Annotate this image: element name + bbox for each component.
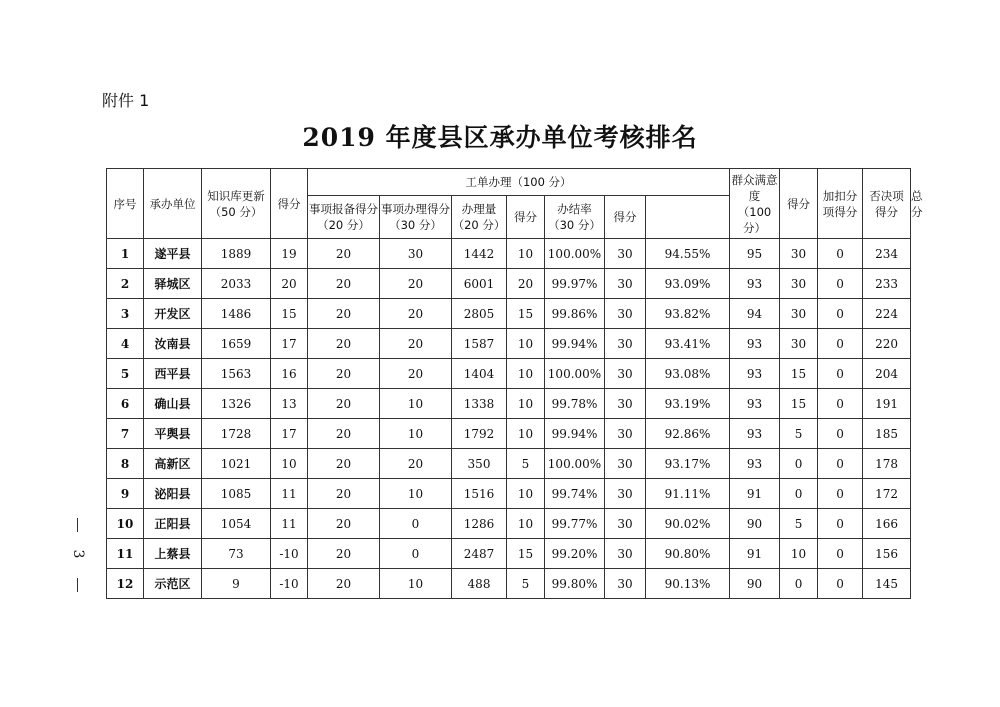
cell-completion-rate: 99.86% xyxy=(545,299,605,329)
cell-bonus: 30 xyxy=(780,239,818,269)
cell-kb-score: 20 xyxy=(271,269,308,299)
header-veto-line2: 得分 xyxy=(875,204,899,219)
cell-volume-score: 10 xyxy=(507,479,545,509)
cell-handle-score: 10 xyxy=(380,569,452,599)
header-kb-update xyxy=(202,169,271,239)
cell-sat-score: 94 xyxy=(730,299,780,329)
cell-satisfaction: 93.09% xyxy=(646,269,730,299)
header-satisfaction-label: 群众满意度 xyxy=(731,172,778,203)
cell-total: 156 xyxy=(863,539,911,569)
cell-bonus: 5 xyxy=(780,509,818,539)
cell-bonus: 15 xyxy=(780,359,818,389)
cell-sat-score: 93 xyxy=(730,329,780,359)
cell-rate-score: 30 xyxy=(605,479,646,509)
cell-completion-rate: 99.97% xyxy=(545,269,605,299)
cell-completion-rate: 99.78% xyxy=(545,389,605,419)
cell-satisfaction: 93.19% xyxy=(646,389,730,419)
cell-bonus: 0 xyxy=(780,479,818,509)
cell-report-score: 20 xyxy=(308,389,380,419)
header-sat-score: 得分 xyxy=(780,169,818,239)
header-seq: 序号 xyxy=(107,169,144,239)
cell-volume: 1286 xyxy=(452,509,507,539)
cell-sat-score: 90 xyxy=(730,569,780,599)
cell-handle-score: 20 xyxy=(380,269,452,299)
table-row xyxy=(107,359,911,389)
cell-volume: 6001 xyxy=(452,269,507,299)
cell-kb-score: 17 xyxy=(271,329,308,359)
cell-unit: 高新区 xyxy=(144,449,202,479)
cell-kb-update: 1889 xyxy=(202,239,271,269)
header-volume-score: 得分 xyxy=(507,196,545,239)
cell-total: 233 xyxy=(863,269,911,299)
cell-report-score: 20 xyxy=(308,359,380,389)
page-title: 2019 年度县区承办单位考核排名 xyxy=(302,123,698,152)
cell-volume: 1442 xyxy=(452,239,507,269)
cell-bonus: 30 xyxy=(780,269,818,299)
cell-rate-score: 30 xyxy=(605,329,646,359)
cell-veto: 0 xyxy=(818,269,863,299)
cell-kb-score: 11 xyxy=(271,509,308,539)
page-number-dash-bottom xyxy=(77,578,78,592)
header-report-score-sub: （20 分） xyxy=(317,218,370,232)
cell-veto: 0 xyxy=(818,329,863,359)
cell-bonus: 5 xyxy=(780,419,818,449)
cell-rate-score: 30 xyxy=(605,389,646,419)
cell-unit: 泌阳县 xyxy=(144,479,202,509)
header-volume xyxy=(452,196,507,239)
cell-kb-score: 17 xyxy=(271,419,308,449)
header-kb-score: 得分 xyxy=(271,169,308,239)
cell-rate-score: 30 xyxy=(605,449,646,479)
cell-total: 185 xyxy=(863,419,911,449)
cell-report-score: 20 xyxy=(308,419,380,449)
cell-seq: 3 xyxy=(107,299,144,329)
cell-total: 145 xyxy=(863,569,911,599)
cell-handle-score: 20 xyxy=(380,359,452,389)
table-row xyxy=(107,569,911,599)
cell-handle-score: 0 xyxy=(380,509,452,539)
cell-bonus: 10 xyxy=(780,539,818,569)
header-report-score-label: 事项报备得分 xyxy=(309,202,378,216)
cell-report-score: 20 xyxy=(308,509,380,539)
cell-seq: 8 xyxy=(107,449,144,479)
header-veto xyxy=(863,169,911,239)
cell-kb-update: 1085 xyxy=(202,479,271,509)
cell-satisfaction: 90.13% xyxy=(646,569,730,599)
header-completion-rate-label: 办结率 xyxy=(557,202,592,216)
cell-unit: 确山县 xyxy=(144,389,202,419)
cell-handle-score: 10 xyxy=(380,419,452,449)
cell-report-score: 20 xyxy=(308,569,380,599)
cell-total: 204 xyxy=(863,359,911,389)
header-satisfaction xyxy=(730,169,780,239)
cell-total: 172 xyxy=(863,479,911,509)
header-report-score xyxy=(308,196,380,239)
cell-unit: 汝南县 xyxy=(144,329,202,359)
cell-volume: 488 xyxy=(452,569,507,599)
cell-sat-score: 93 xyxy=(730,389,780,419)
cell-total: 178 xyxy=(863,449,911,479)
cell-kb-update: 1486 xyxy=(202,299,271,329)
cell-report-score: 20 xyxy=(308,449,380,479)
cell-volume-score: 10 xyxy=(507,239,545,269)
cell-satisfaction: 92.86% xyxy=(646,419,730,449)
cell-veto: 0 xyxy=(818,389,863,419)
cell-unit: 上蔡县 xyxy=(144,539,202,569)
cell-veto: 0 xyxy=(818,539,863,569)
cell-bonus: 0 xyxy=(780,449,818,479)
cell-volume-score: 10 xyxy=(507,359,545,389)
cell-volume-score: 5 xyxy=(507,449,545,479)
cell-unit: 西平县 xyxy=(144,359,202,389)
cell-kb-update: 1659 xyxy=(202,329,271,359)
cell-kb-update: 1728 xyxy=(202,419,271,449)
cell-kb-update: 1563 xyxy=(202,359,271,389)
cell-satisfaction: 94.55% xyxy=(646,239,730,269)
table-row xyxy=(107,539,911,569)
header-bonus-line1: 加扣分 xyxy=(822,188,858,203)
cell-kb-update: 1021 xyxy=(202,449,271,479)
cell-veto: 0 xyxy=(818,569,863,599)
cell-sat-score: 93 xyxy=(730,449,780,479)
cell-handle-score: 0 xyxy=(380,539,452,569)
cell-handle-score: 20 xyxy=(380,329,452,359)
cell-seq: 2 xyxy=(107,269,144,299)
cell-rate-score: 30 xyxy=(605,299,646,329)
table-row xyxy=(107,299,911,329)
cell-handle-score: 30 xyxy=(380,239,452,269)
cell-veto: 0 xyxy=(818,479,863,509)
cell-completion-rate: 99.94% xyxy=(545,329,605,359)
header-kb-update-label: 知识库更新 xyxy=(207,188,265,203)
header-rate-score: 得分 xyxy=(605,196,646,239)
cell-kb-update: 1054 xyxy=(202,509,271,539)
cell-completion-rate: 99.20% xyxy=(545,539,605,569)
cell-seq: 5 xyxy=(107,359,144,389)
cell-volume-score: 15 xyxy=(507,539,545,569)
cell-kb-update: 1326 xyxy=(202,389,271,419)
cell-bonus: 30 xyxy=(780,299,818,329)
cell-bonus: 0 xyxy=(780,569,818,599)
cell-bonus: 15 xyxy=(780,389,818,419)
cell-rate-score: 30 xyxy=(605,269,646,299)
cell-unit: 开发区 xyxy=(144,299,202,329)
cell-volume: 1338 xyxy=(452,389,507,419)
cell-satisfaction: 90.02% xyxy=(646,509,730,539)
cell-volume: 350 xyxy=(452,449,507,479)
page-number-dash-top xyxy=(77,518,78,532)
cell-volume-score: 5 xyxy=(507,569,545,599)
cell-report-score: 20 xyxy=(308,239,380,269)
cell-kb-score: 15 xyxy=(271,299,308,329)
header-completion-rate xyxy=(545,196,605,239)
cell-volume-score: 10 xyxy=(507,509,545,539)
cell-completion-rate: 99.80% xyxy=(545,569,605,599)
cell-seq: 4 xyxy=(107,329,144,359)
table-row xyxy=(107,329,911,359)
cell-kb-update: 73 xyxy=(202,539,271,569)
header-handle-score-label: 事项办理得分 xyxy=(381,202,450,216)
cell-satisfaction: 93.17% xyxy=(646,449,730,479)
cell-veto: 0 xyxy=(818,419,863,449)
header-handle-score xyxy=(380,196,452,239)
header-volume-sub: （20 分） xyxy=(452,218,506,232)
header-unit: 承办单位 xyxy=(144,169,202,239)
cell-report-score: 20 xyxy=(308,539,380,569)
cell-veto: 0 xyxy=(818,509,863,539)
cell-handle-score: 10 xyxy=(380,479,452,509)
cell-sat-score: 93 xyxy=(730,269,780,299)
cell-seq: 7 xyxy=(107,419,144,449)
cell-volume: 1404 xyxy=(452,359,507,389)
cell-seq: 11 xyxy=(107,539,144,569)
cell-total: 224 xyxy=(863,299,911,329)
table-row xyxy=(107,419,911,449)
cell-volume: 1587 xyxy=(452,329,507,359)
cell-report-score: 20 xyxy=(308,269,380,299)
cell-handle-score: 10 xyxy=(380,389,452,419)
cell-sat-score: 90 xyxy=(730,509,780,539)
cell-kb-update: 2033 xyxy=(202,269,271,299)
cell-report-score: 20 xyxy=(308,479,380,509)
cell-veto: 0 xyxy=(818,299,863,329)
cell-volume: 1516 xyxy=(452,479,507,509)
cell-unit: 示范区 xyxy=(144,569,202,599)
cell-total: 166 xyxy=(863,509,911,539)
cell-completion-rate: 99.77% xyxy=(545,509,605,539)
header-kb-update-sub: （50 分） xyxy=(209,204,263,219)
cell-completion-rate: 100.00% xyxy=(545,449,605,479)
header-bonus-line2: 项得分 xyxy=(822,204,858,219)
cell-kb-score: 10 xyxy=(271,449,308,479)
cell-volume: 2805 xyxy=(452,299,507,329)
header-handle-score-sub: （30 分） xyxy=(389,218,442,232)
attachment-label: 附件 1 xyxy=(102,91,150,110)
cell-sat-score: 91 xyxy=(730,539,780,569)
cell-kb-score: -10 xyxy=(271,539,308,569)
header-veto-line1: 否决项 xyxy=(869,188,904,203)
cell-volume-score: 10 xyxy=(507,419,545,449)
cell-sat-score: 93 xyxy=(730,359,780,389)
cell-rate-score: 30 xyxy=(605,539,646,569)
cell-satisfaction: 91.11% xyxy=(646,479,730,509)
cell-volume: 1792 xyxy=(452,419,507,449)
cell-volume-score: 15 xyxy=(507,299,545,329)
cell-satisfaction: 93.41% xyxy=(646,329,730,359)
cell-completion-rate: 100.00% xyxy=(545,239,605,269)
header-volume-label: 办理量 xyxy=(461,202,497,216)
cell-handle-score: 20 xyxy=(380,299,452,329)
cell-seq: 10 xyxy=(107,509,144,539)
cell-total: 220 xyxy=(863,329,911,359)
table-row xyxy=(107,509,911,539)
cell-unit: 平舆县 xyxy=(144,419,202,449)
cell-rate-score: 30 xyxy=(605,359,646,389)
cell-unit: 遂平县 xyxy=(144,239,202,269)
cell-volume: 2487 xyxy=(452,539,507,569)
cell-completion-rate: 99.94% xyxy=(545,419,605,449)
cell-volume-score: 10 xyxy=(507,389,545,419)
cell-satisfaction: 93.82% xyxy=(646,299,730,329)
header-bonus xyxy=(818,169,863,239)
cell-seq: 9 xyxy=(107,479,144,509)
cell-veto: 0 xyxy=(818,359,863,389)
cell-veto: 0 xyxy=(818,449,863,479)
cell-seq: 1 xyxy=(107,239,144,269)
table-row xyxy=(107,389,911,419)
cell-satisfaction: 93.08% xyxy=(646,359,730,389)
header-completion-rate-sub: （30 分） xyxy=(548,218,601,232)
table-row xyxy=(107,449,911,479)
cell-volume-score: 10 xyxy=(507,329,545,359)
table-row xyxy=(107,269,911,299)
cell-kb-score: 13 xyxy=(271,389,308,419)
cell-bonus: 30 xyxy=(780,329,818,359)
table-row xyxy=(107,239,911,269)
cell-handle-score: 20 xyxy=(380,449,452,479)
cell-sat-score: 93 xyxy=(730,419,780,449)
cell-seq: 12 xyxy=(107,569,144,599)
cell-sat-score: 91 xyxy=(730,479,780,509)
cell-kb-update: 9 xyxy=(202,569,271,599)
cell-report-score: 20 xyxy=(308,299,380,329)
ranking-table: 序号 承办单位 知识库更新 （50 分） 得分 工单办理（100 分） 群众满意度 （100 分） 得分 加扣分 项得分 否决项 得分 总分 事项报备得分 （20 分） 事项办理得分 （30 分） 办理量 （20 分） 得分 办结率 （30 分） 得分 1 遂平县 1889 19 20 30 1442 10 100.00% 30 94.55% 95 30 0 234 2 驿城区 2033 20 20 20 6001 20 99.97% 30 93.09% 93 30 0 233 3 开发区 1486 15 20 20 2805 15 99.86% 30 93.82% 94 30 0 224 4 汝南县 1659 17 20 20 1587 10 99.94% 30 93.41% 93 30 0 220 5 西平县 1563 16 20 20 1404 10 100.00% 30 93.08% 93 15 0 204 6 确山县 1326 13 20 10 1338 10 99.78% 30 93.19% 93 15 0 191 7 平舆县 1728 17 20 10 1792 10 99.94% 30 92.86% 93 5 0 185 8 高新区 1021 10 20 20 350 5 100.00% 30 93.17% 93 0 0 178 9 泌阳县 1085 11 20 10 1516 10 99.74% 30 91.11% 91 0 0 172 10 正阳县 1054 11 20 0 1286 10 99.77% 30 90.02% 90 5 0 166 11 上蔡县 73 -10 20 0 2487 15 99.20% 30 90.80% 91 10 0 156 12 示范区 9 -10 20 10 488 5 99.80% 30 90.13% 90 0 0 145 xyxy=(106,168,911,599)
header-work-order-group: 工单办理（100 分） xyxy=(308,169,730,196)
page-number: 3 xyxy=(70,549,86,559)
cell-total: 191 xyxy=(863,389,911,419)
cell-rate-score: 30 xyxy=(605,239,646,269)
cell-unit: 正阳县 xyxy=(144,509,202,539)
cell-kb-score: -10 xyxy=(271,569,308,599)
cell-kb-score: 19 xyxy=(271,239,308,269)
page-number-marker xyxy=(66,512,90,598)
cell-volume-score: 20 xyxy=(507,269,545,299)
cell-rate-score: 30 xyxy=(605,419,646,449)
cell-rate-score: 30 xyxy=(605,509,646,539)
cell-completion-rate: 100.00% xyxy=(545,359,605,389)
cell-unit: 驿城区 xyxy=(144,269,202,299)
cell-rate-score: 30 xyxy=(605,569,646,599)
header-satisfaction-sub: （100 分） xyxy=(737,204,772,235)
cell-veto: 0 xyxy=(818,239,863,269)
cell-kb-score: 11 xyxy=(271,479,308,509)
cell-sat-score: 95 xyxy=(730,239,780,269)
cell-seq: 6 xyxy=(107,389,144,419)
cell-kb-score: 16 xyxy=(271,359,308,389)
cell-report-score: 20 xyxy=(308,329,380,359)
table-row xyxy=(107,479,911,509)
cell-total: 234 xyxy=(863,239,911,269)
table-body xyxy=(107,239,911,599)
cell-satisfaction: 90.80% xyxy=(646,539,730,569)
cell-completion-rate: 99.74% xyxy=(545,479,605,509)
